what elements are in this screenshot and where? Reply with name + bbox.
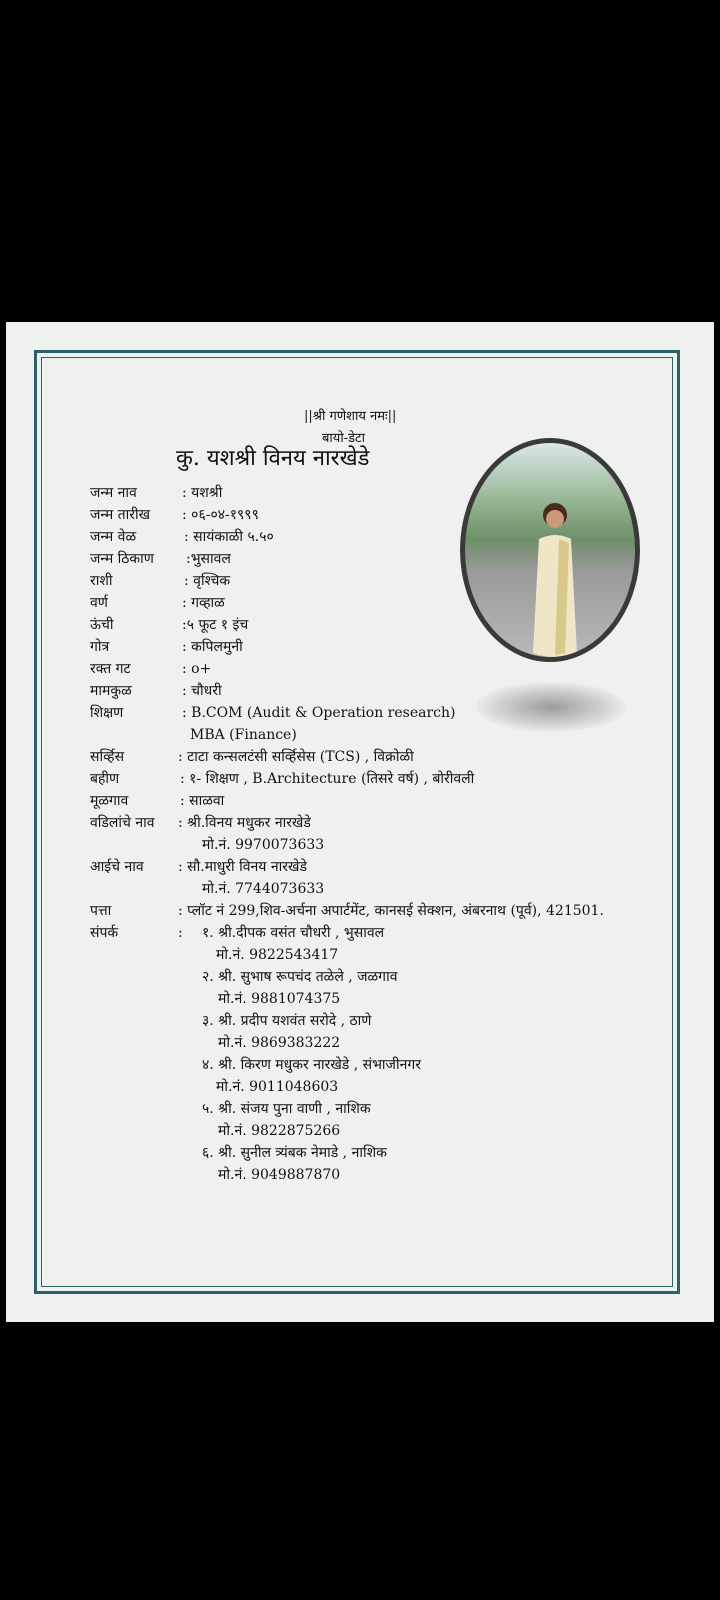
contact-phone-3: मो.नं. 9869383222 bbox=[218, 1035, 341, 1051]
biodata-card bbox=[6, 322, 714, 1322]
field-label-rashi: राशी bbox=[90, 573, 113, 589]
field-value-service: : टाटा कन्सलटंसी सर्व्हिसेस (TCS) , विक्रोळी bbox=[178, 749, 414, 765]
field-value-father-name: : श्री.विनय मधुकर नारखेडे bbox=[178, 815, 311, 831]
field-value-birth-date: : ०६-०४-१९९९ bbox=[182, 507, 259, 523]
candidate-name: कु. यशश्री विनय नारखेडे bbox=[176, 446, 370, 471]
contact-phone-1: मो.नं. 9822543417 bbox=[216, 947, 339, 963]
field-label-height: ऊंची bbox=[90, 617, 114, 633]
document-title: बायो-डेटा bbox=[322, 431, 365, 446]
field-label-gotra: गोत्र bbox=[90, 639, 110, 655]
field-label-blood-group: रक्त गट bbox=[90, 661, 131, 677]
field-value-native-place: : साळवा bbox=[180, 793, 225, 809]
field-value-address: : प्लॉट नं 299,शिव-अर्चना अपार्टमेंट, कानसई सेक्शन, अंबरनाथ (पूर्व), 421501. bbox=[178, 903, 604, 919]
field-value-blood-group: : o+ bbox=[182, 661, 212, 677]
field-label-education: शिक्षण bbox=[90, 705, 124, 721]
field-value-mamkul: : चौधरी bbox=[182, 683, 222, 699]
field-value-father-phone: मो.नं. 9970073633 bbox=[202, 837, 325, 853]
contact-phone-5: मो.नं. 9822875266 bbox=[218, 1123, 341, 1139]
field-value-birth-time: : सायंकाळी ५.५० bbox=[184, 529, 274, 545]
contact-name-2: २. श्री. सुभाष रूपचंद तळेले , जळगाव bbox=[202, 969, 398, 985]
field-value-gotra: : कपिलमुनी bbox=[182, 639, 243, 655]
field-label-native-place: मूळगाव bbox=[90, 793, 129, 809]
field-label-service: सर्व्हिस bbox=[90, 749, 125, 765]
contact-name-5: ५. श्री. संजय पुना वाणी , नाशिक bbox=[202, 1101, 371, 1117]
contact-phone-4: मो.नं. 9011048603 bbox=[216, 1079, 339, 1095]
field-value-height: :५ फूट १ इंच bbox=[182, 617, 249, 633]
contact-phone-6: मो.नं. 9049887870 bbox=[218, 1167, 341, 1183]
field-label-birth-place: जन्म ठिकाण bbox=[90, 551, 154, 567]
field-label-contact: संपर्क bbox=[90, 925, 119, 941]
field-value-complexion: : गव्हाळ bbox=[182, 595, 225, 611]
profile-photo bbox=[460, 438, 640, 662]
field-label-complexion: वर्ण bbox=[90, 595, 108, 611]
field-value-education: : B.COM (Audit & Operation research) bbox=[182, 705, 456, 721]
field-value-birth-place: :भुसावल bbox=[186, 551, 231, 567]
contact-name-3: ३. श्री. प्रदीप यशवंत सरोदे , ठाणे bbox=[202, 1013, 372, 1029]
field-value-education-2: MBA (Finance) bbox=[190, 727, 297, 743]
contact-phone-2: मो.नं. 9881074375 bbox=[218, 991, 341, 1007]
photo-shadow bbox=[476, 682, 626, 732]
field-label-birth-date: जन्म तारीख bbox=[90, 507, 151, 523]
field-label-birth-name: जन्म नाव bbox=[90, 485, 137, 501]
field-value-mother-phone: मो.नं. 7744073633 bbox=[202, 881, 325, 897]
contact-name-4: ४. श्री. किरण मधुकर नारखेडे , संभाजीनगर bbox=[202, 1057, 421, 1073]
contact-colon: : bbox=[178, 925, 183, 941]
field-label-address: पत्ता bbox=[90, 903, 112, 919]
field-value-mother-name: : सौ.माधुरी विनय नारखेडे bbox=[178, 859, 307, 875]
contact-name-6: ६. श्री. सुनील त्र्यंबक नेमाडे , नाशिक bbox=[202, 1145, 387, 1161]
field-label-father-name: वडिलांचे नाव bbox=[90, 815, 155, 831]
person-figure bbox=[525, 493, 585, 662]
contact-name-1: १. श्री.दीपक वसंत चौधरी , भुसावल bbox=[202, 925, 385, 941]
field-label-sister: बहीण bbox=[90, 771, 120, 787]
field-label-mamkul: मामकुळ bbox=[90, 683, 132, 699]
field-value-rashi: : वृश्चिक bbox=[184, 573, 231, 589]
field-value-birth-name: : यशश्री bbox=[182, 485, 223, 501]
invocation-text: ||श्री गणेशाय नमः|| bbox=[304, 409, 397, 424]
field-label-mother-name: आईचे नाव bbox=[90, 859, 144, 875]
field-label-birth-time: जन्म वेळ bbox=[90, 529, 137, 545]
field-value-sister: : १- शिक्षण , B.Architecture (तिसरे वर्ष) , बोरीवली bbox=[180, 771, 475, 787]
